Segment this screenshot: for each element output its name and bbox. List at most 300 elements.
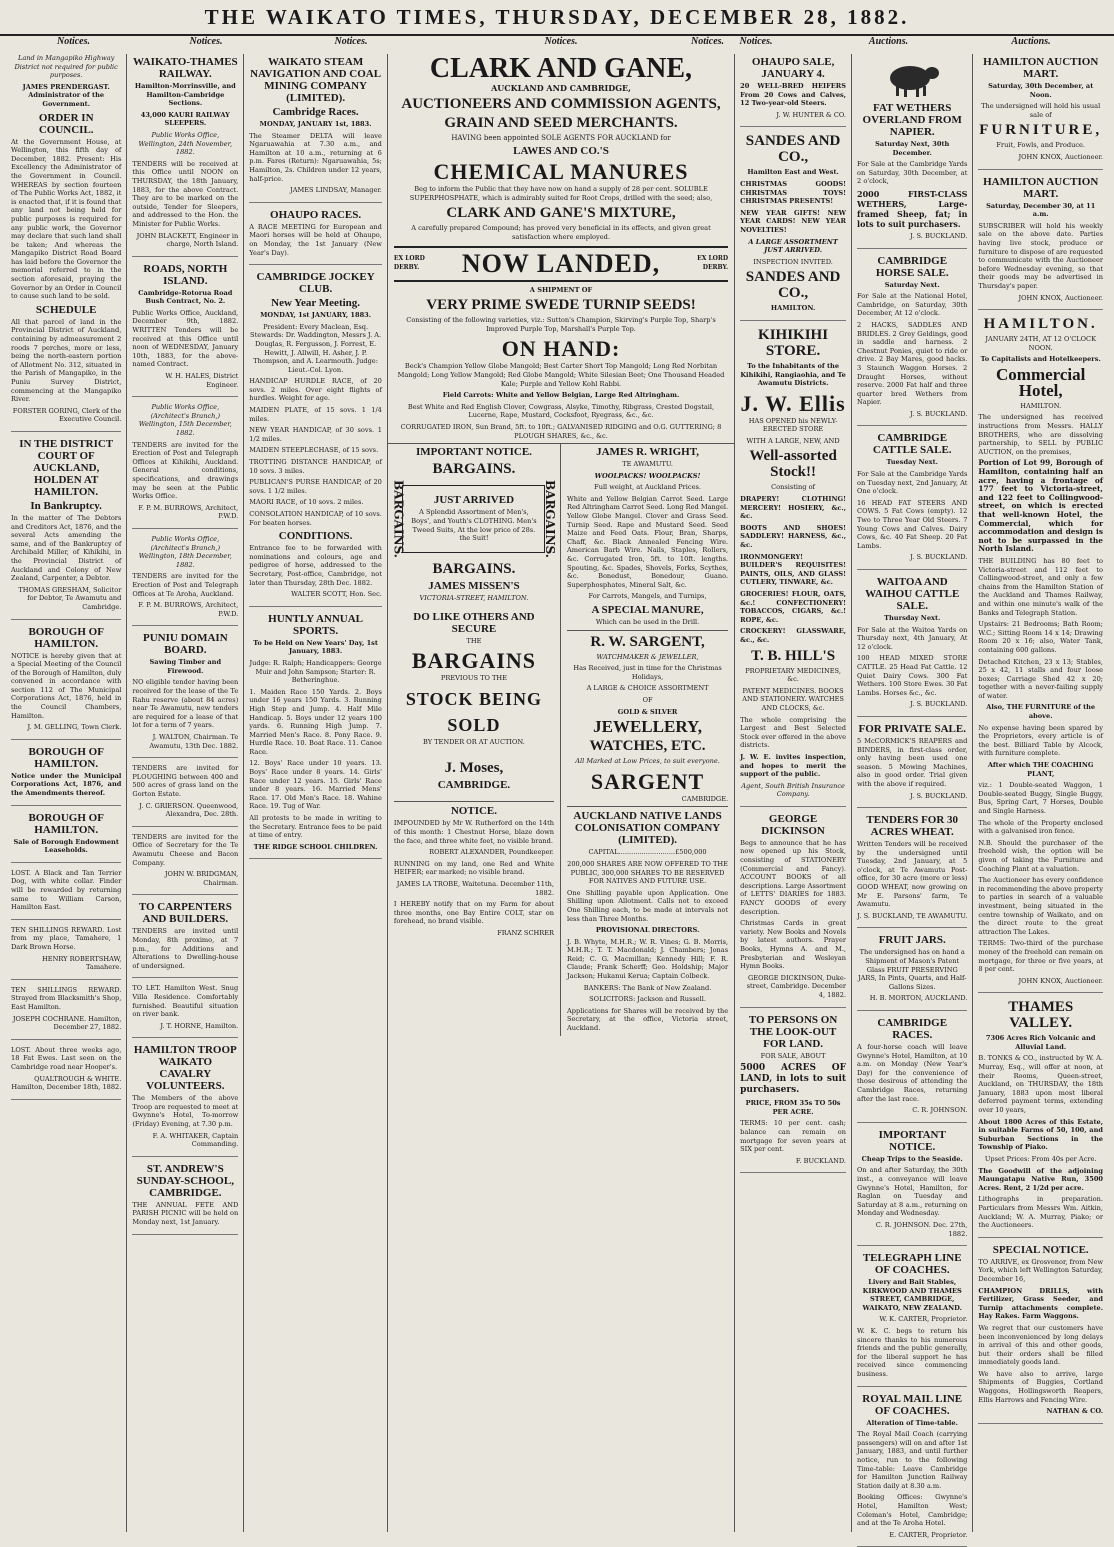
- ad-text: A LARGE & CHOICE ASSORTMENT: [586, 684, 709, 693]
- notice-block: [857, 934, 967, 1011]
- notice-text: HANDICAP HURDLE RACE, of 20 sovs. 2 miles. Over eight flights of hurdles. Weight for age.: [249, 377, 382, 403]
- column-8: [973, 54, 1108, 1532]
- notice-block: [857, 814, 967, 928]
- ad-heading: ROYAL MAIL LINE OF COACHES.: [862, 1392, 963, 1417]
- notice-text: TENDERS are invited for the Erection of Post and Telegraph Offices at Kihikihi, Auckland. General conditions, specifications, and drawings may be seen at the Public Works Office.: [132, 440, 239, 501]
- masthead-title: THE WAIKATO TIMES, THURSDAY, DECEMBER 28, 1882.: [204, 4, 910, 29]
- ad-heading: KIHIKIHI STORE.: [758, 326, 829, 359]
- notice-heading: BOROUGH OF HAMILTON.: [28, 811, 104, 836]
- notice-signature: J. S. BUCKLAND.: [910, 791, 968, 800]
- ad-text: CROCKERY! GLASSWARE, &c., &c.: [740, 627, 847, 644]
- ad-text: Beck's Champion Yellow Globe Mangold; Best Carter Short Top Mangold; Long Red Norbitan Mangold; Long Yellow Mangold; Red Globe Mangold; White Silesian Beet; One Thousand Headed Kale; Purple and Yellow Kohl Rabbi.: [397, 362, 725, 388]
- notice-text: TO LET. Hamilton West. Snug Villa Residence. Comfortably furnished. Beautiful situation on river bank.: [132, 984, 239, 1019]
- landed-banner: [394, 246, 728, 282]
- notice-block: [740, 133, 846, 321]
- notice-subheading: Cambridge-Rotorua Road Bush Contract, No. 2.: [138, 288, 233, 306]
- ad-text: HAMILTON.: [1020, 401, 1062, 410]
- ad-text: For Sale at the Waitoa Yards on Thursday next, 4th January, At 12 o'clock.: [857, 625, 968, 651]
- notice-block: [978, 176, 1103, 311]
- sheep-illustration: [880, 58, 944, 98]
- ad-heading: WATCHES, ETC.: [589, 738, 706, 755]
- ad-text: HAMILTON.: [770, 304, 816, 313]
- notice-text: Public Works Office, (Architect's Branch,) Wellington, 18th December, 1882.: [138, 534, 232, 569]
- ad-text: We regret that our customers have been inconvenienced by long delays in arrival of this and other goods, but their orders shall be filled immediately goods land.: [978, 1323, 1103, 1367]
- ad-heading: A SHIPMENT OF: [529, 285, 593, 294]
- ad-heading: DO LIKE OTHERS AND SECURE: [413, 610, 535, 635]
- ad-text: For Sale at the Cambridge Yards on Saturday, 30th December, at 2 o'clock,: [857, 160, 968, 186]
- ad-title: CLARK AND GANE,: [429, 53, 693, 84]
- notice-text: A RACE MEETING for European and Maori horses will be held at Ohaupo, on Monday, the 1st January (New Year's Day).: [249, 222, 382, 257]
- notice-block: [11, 986, 121, 1040]
- ad-text: To the Inhabitants of the Kihikihi, Rangiaohia, and Te Awamutu Districts.: [740, 361, 846, 388]
- notice-text: TROTTING DISTANCE HANDICAP, of 10 sovs. 3 miles.: [249, 458, 382, 475]
- col-heading: Auctions.: [868, 36, 909, 47]
- ad-text: TO ARRIVE, ex Grosvenor, from New York, which left Wellington Saturday, December 16,: [978, 1257, 1103, 1283]
- ad-text: Upstairs: 21 Bedrooms; Bath Room; W.C.; Sitting Room 14 x 14; Drawing Room 20 x 16; also, Water Tank, containing 600 gallons.: [978, 620, 1103, 654]
- ad-text: Begs to announce that he has now opened up his Stock, consisting of STATIONERY (Commercial and Fancy). ACCOUNT BOOKS of all descriptions. Large Assortment of LETTS' DIARIES for 1883. FANCY GOODS of every description.: [740, 838, 847, 916]
- ad-text: WATCHMAKER & JEWELLER,: [596, 652, 699, 661]
- notice-text: Judge: R. Ralph; Handicappers: George Muir and John Sampson; Starter: R. Betheringhue.: [249, 658, 382, 685]
- ad-heading: CHEMICAL MANURES: [433, 159, 689, 185]
- ad-text: The undersigned has received instructions from Messrs. HALLY BROTHERS, who are dissolving partnership, to SELL by PUBLIC AUCTION, on the premises,: [978, 413, 1103, 456]
- notice-heading: PUNIU DOMAIN BOARD.: [143, 632, 228, 657]
- ad-heading: CAMBRIDGE RACES.: [877, 1017, 948, 1041]
- ad-text: Saturday, December 30, at 11 a.m.: [986, 201, 1096, 219]
- ad-text: Hamilton East and West.: [747, 168, 839, 177]
- notice-signature: QUALTROUGH & WHITE. Hamilton, December 18th, 1882.: [11, 1074, 122, 1092]
- ad-heading: J. W. Ellis: [740, 390, 846, 416]
- notice-signature: JAMES LA TROBE, Waitetuna. December 11th, 1882.: [396, 880, 554, 897]
- notice-signature: JAMES LINDSAY, Manager.: [290, 186, 382, 195]
- notice-subheading: Cambridge Races.: [272, 106, 359, 118]
- notice-heading: ROADS, NORTH ISLAND.: [143, 262, 228, 287]
- notice-text: At the Government House, at Wellington, this fifth day of December, 1882. Present: His Excellency the Administrator of the Government in Council. WHEREAS by section fourteen of The Public Works Act, 1882, it is enacted that, if it is found that any land not being held for public purposes is required for any public work, the Governor may declare that such land shall be taken; And whereas the Mangapiko District Road Board has laid before the Governor the memorial referred to in the section aforesaid, praying the Governor by an Order in Council to cause such land to be sold.: [11, 137, 122, 301]
- notice-text: TENDERS are invited for the Office of Secretary for the Te Awamutu Cheese and Bacon Company.: [132, 832, 239, 867]
- notice-text: MONDAY, 1st JANUARY, 1883.: [260, 311, 372, 320]
- notice-text: TEN SHILLINGS REWARD. Strayed from Blacksmith's Shop, East Hamilton.: [11, 985, 122, 1011]
- ad-text: After which THE COACHING PLANT,: [987, 761, 1094, 778]
- ad-heading: HAMILTON AUCTION MART.: [983, 56, 1099, 80]
- ad-heading: JEWELLERY,: [593, 717, 702, 737]
- ad-heading: T. B. HILL'S: [751, 647, 836, 664]
- column-5: [561, 444, 734, 1036]
- columns: [6, 53, 1108, 1539]
- notice-block: [132, 263, 238, 398]
- ad-heading: CAMBRIDGE CATTLE SALE.: [872, 432, 952, 457]
- ad-heading: BARGAINS: [411, 648, 537, 674]
- ad-heading: FURNITURE,: [979, 122, 1103, 139]
- landed-heading: NOW LANDED,: [461, 248, 661, 278]
- notice-signature: FORSTER GORING, Clerk of the Executive Council.: [12, 406, 122, 424]
- notice-text: TENDERS are invited for the Erection of Post and Telegraph Offices at Te Aroha, Auckland.: [132, 572, 239, 598]
- notice-heading: HAMILTON TROOP WAIKATO CAVALRY VOLUNTEERS.: [133, 1044, 237, 1093]
- ad-text: JANUARY 24TH, AT 12 O'CLOCK NOON.: [985, 335, 1097, 352]
- ad-heading: OHAUPO SALE, JANUARY 4.: [751, 56, 835, 80]
- ad-text: Consisting of: [771, 483, 815, 492]
- arrived-panel: [402, 485, 545, 552]
- arrived-box: [391, 480, 557, 559]
- ad-text: For Sale at the Cambridge Yards on Tuesday next, 2nd January, At One o'clock.: [857, 470, 968, 496]
- notice-signature: JOHN KNOX, Auctioneer.: [1018, 293, 1103, 302]
- ad-text: A LARGE ASSORTMENT JUST ARRIVED.: [748, 237, 838, 255]
- ad-text: WOOLPACKS! WOOLPACKS!: [594, 471, 701, 480]
- notice-block: [857, 1017, 967, 1123]
- notice-block: [11, 438, 121, 620]
- ad-heading: AUCTIONEERS AND COMMISSION AGENTS,: [401, 95, 721, 112]
- col-heading: Auctions.: [1011, 36, 1051, 47]
- ad-heading: TELEGRAPH LINE OF COACHES.: [862, 1252, 962, 1277]
- col-heading: Notices.: [334, 36, 368, 47]
- ad-text: viz.: 1 Double-seated Waggon, 1 Double-seated Buggy, Single Buggy, Bus, Spring Cart, 7 Horses, Double and Single Harness.: [978, 781, 1103, 815]
- ad-text: Field Carrots: White and Yellow Belgian, Large Red Altringham.: [442, 391, 680, 400]
- ad-text: HAVING been appointed SOLE AGENTS FOR AUCKLAND for: [451, 133, 671, 142]
- notice-block: [857, 255, 967, 427]
- ad-heading: WAITOA AND WAIHOU CATTLE SALE.: [865, 576, 960, 612]
- notice-block: [11, 926, 121, 980]
- notice-subheading: New Year Meeting.: [271, 297, 361, 310]
- notice-block: [249, 613, 382, 860]
- ad-heading: STOCK BEING SOLD: [405, 688, 543, 735]
- masthead: [0, 0, 1114, 36]
- ad-text: Lithographs in preparation. Particulars from Messrs Wm. Aitkin, Auckland; W. A. Murray, Piako; or the Auctioneers.: [978, 1195, 1103, 1230]
- ad-heading: CAMBRIDGE.: [437, 779, 511, 792]
- notice-signature: J. S. BUCKLAND.: [910, 231, 968, 240]
- ad-text: CAPITAL...........................£500,000: [588, 848, 707, 857]
- ad-text: Portion of Lot 99, Borough of Hamilton, containing half an acre, having a frontage of 177 feet to Victoria-street, and 122 feet to Collingwood-street, on which is erected that well-known Hotel, the Commercial, which for accommodation and design is not to be surpassed in the North Island.: [978, 458, 1103, 554]
- notice-block: [132, 403, 238, 529]
- ad-text: BOOTS AND SHOES! SADDLERY! HARNESS, &c., &c.: [740, 523, 847, 550]
- notice-signature: J. S. BUCKLAND.: [910, 553, 968, 562]
- ad-heading: FOR PRIVATE SALE.: [858, 722, 966, 735]
- side-label: BARGAINS.: [543, 480, 557, 559]
- ad-text: TERMS: 10 per cent. cash; balance can remain on mortgage for seven years at SIX per cent.: [740, 1119, 847, 1154]
- notice-heading: BOROUGH OF HAMILTON.: [28, 745, 104, 770]
- ad-text: WITH A LARGE, NEW, AND: [746, 436, 840, 445]
- notice-block: [857, 723, 967, 808]
- ad-text: Beg to inform the Public that they have now on hand a supply of 28 per cent. SOLUBLE SUPERPHOSPHATE, which is admirably suited for Root Crops, drilled with the seed; also,: [409, 185, 713, 202]
- ad-heading: J. Moses,: [444, 760, 504, 777]
- ad-text: 5000 ACRES OF LAND, in lots to suit purchasers.: [740, 1063, 847, 1096]
- ex-label: EX LORD DERBY.: [393, 254, 425, 271]
- notice-block: [740, 327, 846, 807]
- ad-text: Also, THE FURNITURE of the above.: [986, 703, 1096, 721]
- notice-text: TENDERS will be received at this Office until NOON on THURSDAY, the 18th January, 1883, for the above Contract. They are to be marked on the outside, Tender for Sleepers, and addressed to the Hon. the Minister for Public Works.: [132, 159, 239, 228]
- notice-block: [978, 316, 1103, 993]
- notice-text: Public Works Office, (Architect's Branch,) Wellington, 15th December, 1882.: [138, 403, 232, 437]
- ad-heading: THAMES VALLEY.: [1008, 999, 1074, 1032]
- notice-text: PUBLICAN'S PURSE HANDICAP, of 20 sovs. 1 1/2 miles.: [249, 478, 382, 495]
- ad-text: White and Yellow Belgian Carrot Seed. Large Red Altringham Carrot Seed. Long Red Mangel. Yellow Globe Mangel. Clover and Grass Seed. Turnip Seed. Rape and Mustard Seed. Seed Maize and Feed Oats. Flour, Bran, Sharps, Chaff, &c. Black Annealed Fencing Wire. American Barb Wire. Nails, Staples, Rollers, &c. Corrugated Iron, 5ft. to 10ft. lengths. Spouting, &c. Spades, Shovels, Forks, Scythes, &c. Bonedust, Bonedour, Guano. Superphosphates, Mineral Salt, &c.: [567, 494, 729, 589]
- ad-text: For Sale at the National Hotel, Cambridge, on Saturday, 30th December, At 12 o'clock.: [857, 292, 968, 318]
- notice-signature: NATHAN & CO.: [1046, 1407, 1103, 1416]
- notice-subheading: 43,000 KAURI RAILWAY SLEEPERS.: [140, 110, 230, 128]
- notice-text: TEN SHILLINGS REWARD. Lost from my place, Tamahere, 1 Dark Brown Horse.: [11, 925, 122, 951]
- notice-text: MAIDEN PLATE, of 15 sovs. 1 1/4 miles.: [249, 406, 382, 423]
- ad-text: N.B. Should the purchaser of the freehold wish, the option will be given of taking the Furniture and Coaching Plant at a valuation.: [978, 838, 1103, 873]
- ad-text: 7306 Acres Rich Volcanic and Alluvial Land.: [985, 1034, 1096, 1051]
- notice-block: [740, 813, 846, 1008]
- notice-text: TENDERS are invited until Monday, 8th proximo, at 7 p.m., for Additions and Alterations to Dwelling-house of undersigned.: [132, 927, 239, 970]
- ad-text: Applications for Shares will be received by the Secretary, at the office, Victoria street, Auckland.: [567, 1006, 729, 1033]
- ad-text: CHRISTMAS GOODS! CHRISTMAS TOYS! CHRISTMAS PRESENTS!: [740, 179, 847, 206]
- column-7: [852, 54, 973, 1539]
- notice-signature: J. S. BUCKLAND, TE AWAMUTU.: [857, 911, 968, 920]
- ad-text: The whole comprising the Largest and Best Selected Stock ever offered in the above districts.: [740, 715, 847, 750]
- lower-split: [388, 443, 734, 1036]
- column-headings: Notices. Notices. Notices. Notices. Notices. Notices. Auctions. Auctions.: [6, 36, 1108, 52]
- notice-text: In the matter of The Debtors and Creditors Act, 1876, and the several Acts amending the same, and of the Bankruptcy of Archibald Miller, of Kihikihi, in the Provincial District of Auckland and Colony of New Zealand, Carpenter, a Debtor.: [11, 513, 122, 583]
- notice-block: [132, 833, 238, 896]
- ad-heading: SANDES AND CO.,: [745, 269, 841, 302]
- ad-text: Fruit, Fowls, and Produce.: [996, 141, 1086, 150]
- ad-text: CORRUGATED IRON, Sun Brand, 5ft. to 10ft.; GALVANISED RIDGING and O.G. GUTTERING; 8 PLOUGH SHARES, &c., &c.: [400, 422, 722, 440]
- ad-text: Written Tenders will be received by the undersigned until Tuesday, 2nd January, at 5 o'clock, at Te Awamutu Post-office, for 30 acre (more or less) GOOD WHEAT, now growing on Mr E. Parsons' farm, Te Awamutu.: [857, 840, 968, 909]
- ad-text: 20 WELL-BRED HEIFERS From 20 Cows and Calves, 12 Two-year-old Steers.: [740, 82, 847, 108]
- notice-signature: J. S. BUCKLAND.: [910, 409, 968, 418]
- notice-subheading: Sawing Timber and Firewood.: [149, 658, 222, 675]
- ad-text: VICTORIA-STREET, HAMILTON.: [419, 594, 529, 603]
- ad-text: 100 HEAD MIXED STORE CATTLE. 25 Head Fat Cattle. 12 Quiet Dairy Cows. 300 Fat Wethers. 100 Store Ewes. 30 Fat Lambs. Horses &c., &c.: [857, 654, 968, 697]
- notice-block: [132, 1163, 238, 1235]
- notice-block: [132, 764, 238, 827]
- notice-block: [978, 1244, 1103, 1424]
- notice-text: 1. Maiden Race 150 Yards. 2. Boys under 16 years 150 Yards. 3. Running High Step and Jump. 4. Half Mile Handicap. 5. Boys under 12 years 100 yards. 6. Running High Jump. 7. Married Men's Race. 8. Pony Race. 9. Hurdle Race. 10. Boat Race. 11. Canoe Race.: [249, 687, 382, 756]
- notice-signature: W. H. HALES, District Engineer.: [165, 372, 239, 389]
- notice-text: Public Works Office, Wellington, 24th November, 1882.: [138, 130, 233, 157]
- ad-text: Saturday Next.: [884, 280, 940, 289]
- notice-block: [857, 1252, 967, 1387]
- notice-text: Entrance fee to be forwarded with nominations and colours, age and pedigree of horse, addressed to the Secretary, Post-office, Cambridge, not later than Thursday, 28th Dec. 1882.: [249, 544, 382, 587]
- ad-text: Upset Prices: From 40s per Acre.: [984, 1155, 1097, 1163]
- ad-text: Full weight, at Auckland Prices.: [594, 483, 701, 492]
- notice-block: [249, 271, 382, 607]
- notice-signature: JOHN KNOX, Auctioneer.: [1018, 152, 1103, 161]
- ad-text: One Shilling payable upon Application. One Shilling upon Allotment. Calls not to exceed One Shilling each, to be made at intervals not less than Three Months.: [567, 888, 729, 923]
- notice-text: All that parcel of land in the Provincial District of Auckland, containing by admeasurement 2 roods 7 perches, more or less, being the north-eastern portion of Allotment No. 312, situated in the Parish of Mangapiko, in the Puniu Survey District, commencing at the Mangapiko River.: [11, 317, 122, 404]
- ad-text: A Splendid Assortment of Men's, Boys', and Youth's CLOTHING. Men's Tweed Suits, At the low price of 28s. the Suit!: [411, 508, 537, 543]
- ad-text: The Royal Mail Coach (carrying passengers) will on and after 1st January, 1883, and until further notice, run to the following Time-table: Leave Cambridge for Hamilton Junction Railway Station daily at 8.30 a.m.: [857, 1430, 968, 1490]
- notice-signature: J. T. HORNE, Hamilton.: [160, 1021, 239, 1030]
- ad-text: GOLD & SILVER: [617, 707, 678, 716]
- notice-heading: WAIKATO-THAMES RAILWAY.: [132, 56, 238, 80]
- notice-heading: BOROUGH OF HAMILTON.: [28, 625, 104, 650]
- ad-text: J. B. Whyte, M.H.R.; W. R. Vines; G. B. Morris, M.H.R.; T. T. Macdonald; J. Chambers; Jonas Reid; C. G. Macmillan; Kennedy Hill; F. R. Claude; Frank Scherff; Geo. Holdship; Major Jackson; Hukanui Kerua; Captain Colbeck.: [567, 937, 729, 981]
- ad-text: Alteration of Time-table.: [866, 1418, 958, 1427]
- notice-block: [132, 984, 238, 1038]
- ad-heading: GEORGE DICKINSON: [761, 812, 825, 837]
- ad-heading: IMPORTANT NOTICE.: [415, 446, 532, 459]
- ad-text: PROVISIONAL DIRECTORS.: [595, 926, 700, 935]
- ad-heading: Well-assorted Stock!!: [749, 448, 837, 481]
- ad-text: PATENT MEDICINES. BOOKS AND STATIONERY. WATCHES AND CLOCKS, &c.: [742, 686, 844, 712]
- notice-block: [857, 58, 967, 249]
- notice-block: [132, 56, 238, 257]
- notice-text: TENDERS are invited for PLOUGHING between 400 and 500 acres of grass land on the Gorton Estate.: [132, 764, 239, 798]
- ad-heading: ON HAND:: [501, 336, 621, 362]
- column-3: [244, 54, 388, 1532]
- ad-heading: SARGENT: [590, 768, 705, 794]
- notice-subheading: Hamilton-Morrinsville, and Hamilton-Cambridge Sections.: [134, 82, 236, 108]
- notice-signature: JOSEPH COCHRANE. Hamilton, December 27, 1882.: [12, 1014, 122, 1032]
- notice-signature: F. P. M. BURROWS, Architect, P.W.D.: [138, 601, 239, 618]
- ad-heading: LAWES AND CO.'S: [513, 145, 609, 158]
- ad-text: SOLICITORS: Jackson and Russell.: [589, 995, 706, 1004]
- ad-text: Christmas Cards in great variety. New Books and Novels by latest authors. Prayer Books, Hymns A. and M., Presbyterian and Wesleyan Hymn Books.: [740, 919, 847, 971]
- notice-block: [740, 56, 846, 127]
- ad-text: HAS OPENED his NEWLY-ERECTED STORE: [748, 416, 838, 434]
- ad-text: Thursday Next.: [884, 614, 941, 622]
- ad-text: The whole of the Property enclosed with a galvanised iron fence.: [978, 818, 1103, 836]
- ad-heading: JUST ARRIVED: [433, 494, 515, 507]
- notice-block: [857, 1129, 967, 1246]
- notice-subheading: To be Held on New Years' Day, 1st January, 1883.: [253, 638, 378, 656]
- ad-text: Detached Kitchen, 23 x 13; Stables, 25 x 42, 11 stalls and four loose boxes; Carriage Shed 42 x 20; together with a never-failing supply of water.: [978, 657, 1103, 700]
- ad-text: The Auctioneer has every confidence in recommending the above property to parties in search of a valuable investment, being situated in the centre township of Waikato, and on the direct route to the great attraction The Lakes.: [978, 876, 1103, 936]
- notice-signature: THOMAS GRESHAM, Solicitor for Debtor, Te Awamutu and Cambridge.: [18, 585, 122, 611]
- notice-text: Public Works Office, Auckland, December 9th, 1882. WRITTEN Tenders will be received at this Office until noon of WEDNESDAY, January 10th, 1883, for the above-named Contract.: [132, 308, 239, 369]
- ad-heading: FRUIT JARS.: [878, 934, 946, 947]
- side-label: BARGAINS.: [391, 480, 406, 559]
- notice-signature: J. C. GRIERSON. Queenwood, Alexandra, Dec. 28th.: [139, 801, 239, 819]
- ad-text: CAMBRIDGE.: [681, 794, 729, 803]
- ad-heading: JAMES R. WRIGHT,: [596, 446, 699, 459]
- notice-text: The Steamer DELTA will leave Ngaruawahia at 7.30 a.m., and Hamilton at 10 a.m., returning at 6 p.m. Fares (Return): Ngaruawahia, 5s; Hamilton, 2s. Children under 12 years, half-price.: [249, 131, 382, 183]
- ad-text: PRICE, FROM 35s TO 50s PER ACRE.: [745, 1099, 841, 1116]
- ad-text: Tuesday Next.: [886, 458, 938, 467]
- notice-heading: TO CARPENTERS AND BUILDERS.: [138, 901, 232, 926]
- ad-text: 200,000 SHARES ARE NOW OFFERED TO THE PUBLIC, 300,000 SHARES TO BE RESERVED FOR NATIVES AND FUTURE USE.: [567, 859, 728, 886]
- ad-text: THE BUILDING has 80 feet to Victoria-street and 112 feet to Collingwood-street, and only a few chains from the Hamilton Station of the Auckland and Thames Railway, and within one minute's walk of the Banks and Telegraph Station.: [978, 556, 1103, 617]
- clark-gane-ad: [388, 54, 734, 440]
- notice-block: [132, 901, 238, 978]
- ad-text: Consisting of the following varieties, viz.: Sutton's Champion, Skirving's Purple Top, Sharp's Improved Purple Top, Marshall's Purple Top.: [406, 316, 716, 333]
- ad-text: 16 HEAD FAT STEERS AND COWS. 5 Fat Cows (empty). 12 Two to Three Year Old Steers. 7 Young Cows and Calves. Dairy Cows, &c. 40 Fat Sheep. 20 Fat Lambs.: [857, 498, 968, 550]
- notice-signature: H. B. MORTON, AUCKLAND.: [869, 994, 968, 1003]
- ad-text: Cheap Trips to the Seaside.: [861, 1154, 963, 1163]
- ad-text: No expense having been spared by the Proprietors, every article is of the best. Billiard Table by Alcock, with furniture complete.: [978, 723, 1103, 758]
- notice-heading: NOTICE.: [394, 801, 554, 817]
- notice-text: RUNNING on my land, one Red and White HEIFER; ear marked; no visible brand.: [393, 859, 554, 877]
- ad-text: For Carrots, Mangels, and Turnips,: [588, 592, 707, 601]
- notice-signature: WALTER SCOTT, Hon. Sec.: [291, 590, 382, 599]
- ad-text: 5 McCORMICK'S REAPERS and BINDERS, in first-class order, only having been used one season. 5 Mowing Machines, also in good order. Trial given with the above if required.: [857, 736, 968, 788]
- notice-text: MAORI RACE, of 10 sovs. 2 miles.: [249, 498, 364, 507]
- ad-text: Has Received, just in time for the Christmas Holidays,: [573, 664, 722, 681]
- notice-text: THE ANNUAL FETE AND PARISH PICNIC will be held on Monday next, 1st January.: [132, 1200, 239, 1227]
- ad-text: TERMS: Two-third of the purchase money of the freehold can remain on mortgage, for three or five years, at 8 per cent.: [978, 939, 1103, 974]
- ad-text: Saturday Next, 30th December.: [875, 140, 950, 157]
- ad-text: 2 HACKS, SADDLES AND BRIDLES. 2 Grey Geldings, good in saddle and harness. 2 Chestnut Ponies, quiet to ride or drive. 2 Bay Mares, good hacks. 3 Staunch Waggon Horses. 2 Draught Horses, without reserve. 2000 Fat half and three quarter bred Wethers from Napier.: [857, 320, 968, 407]
- notice-signature: J. W. HUNTER & CO.: [776, 110, 847, 119]
- ad-text: B. TONKS & CO., instructed by W. A. Murray, Esq., will offer at noon, at their Rooms, Queen-street, Auckland, on THURSDAY, the 18th January, 1883 upon most liberal deferred payment terms, extending over 10 years,: [978, 1054, 1103, 1115]
- ad-text: J. W. E. invites inspection, and hopes to merit the support of the public.: [740, 752, 847, 779]
- notice-text: IMPOUNDED by Mr W. Rutherford on the 14th of this month: 1 Chestnut Horse, blaze down the face, and three white feet, no visible brand.: [393, 819, 554, 845]
- ad-text: CHAMPION DRILLS, with Fertilizer, Grass Seeder, and Turnip attachments complete. Hay Rakes. Farm Waggons.: [978, 1286, 1103, 1321]
- col-heading: Notices.: [56, 36, 91, 47]
- ad-text: 2000 FIRST-CLASS WETHERS, Large-framed Sheep, fat; in lots to suit purchasers.: [857, 188, 968, 229]
- notice-text: NOTICE is hereby given that at a Special Meeting of the Council of the Borough of Hamilton, duly convened in accordance with section 112 of The Municipal Corporations Act, 1876, held in the Council Chambers, Hamilton.: [11, 651, 122, 720]
- ad-heading: FAT WETHERS OVERLAND FROM NAPIER.: [862, 102, 962, 138]
- notice-signature: FRANZ SCHRER: [497, 928, 554, 937]
- ad-text: DRAPERY! CLOTHING! MERCERY! HOSIERY, &c., &c.: [740, 495, 847, 521]
- notice-heading: WAIKATO STEAM NAVIGATION AND COAL MINING COMPANY (LIMITED).: [250, 56, 382, 104]
- notice-heading: IN THE DISTRICT COURT OF AUCKLAND, HOLDEN AT HAMILTON.: [19, 437, 114, 498]
- col-heading: Notices.: [739, 36, 773, 47]
- notice-block: [740, 1014, 846, 1174]
- ad-heading: TO PERSONS ON THE LOOK-OUT FOR LAND.: [748, 1013, 838, 1050]
- notice-text: The Members of the above Troop are requested to meet at Gwynne's Hotel, To-morrow (Friday) Evening, at 7.30 p.m.: [132, 1094, 239, 1129]
- column-6: [735, 54, 852, 1532]
- notice-block: [11, 54, 121, 432]
- notice-signature: JOHN BLACKETT, Engineer in charge, North Island.: [136, 231, 239, 249]
- notice-signature: F. A. WHITAKER, Captain Commanding.: [152, 1131, 239, 1149]
- notice-signature: JOHN W. BRIDGMAN, Chairman.: [164, 870, 239, 887]
- notice-text: THE RIDGE SCHOOL CHILDREN.: [253, 842, 378, 851]
- ad-heading: BARGAINS.: [432, 561, 516, 578]
- notice-text: LOST. A Black and Tan Terrier Dog, with white collar. Finder will be rewarded by returning same to William Carson, Hamilton East.: [11, 868, 122, 912]
- notice-text: President: Every Maclean, Esq. Stewards: Dr. Waddington, Messrs J. A. Douglas, R. Fergusson, J. Forrest, E. Hewitt, J. Allwill, H. Asher, J. P. Thompson, and A. Learmouth. Judge: Lieut.-Col. Lyon.: [250, 322, 382, 374]
- notice-block: [11, 812, 121, 863]
- notice-signature: F. P. M. BURROWS, Architect, P.W.D.: [138, 503, 239, 521]
- notice-signature: C. R. JOHNSON. Dec. 27th, 1882.: [875, 1220, 968, 1238]
- notice-block: [132, 632, 238, 758]
- notice-text: CONSOLATION HANDICAP, of 10 sovs. For beaten horses.: [249, 510, 382, 527]
- ad-heading: SANDES AND CO.,: [745, 133, 841, 166]
- ad-text: The undersigned has on hand a Shipment of Mason's Patent Glass FRUIT PRESERVING JARS, In Pints, Quarts, and Half-Gallons Sizes.: [857, 948, 967, 991]
- notice-heading: CAMBRIDGE JOCKEY CLUB.: [256, 271, 375, 296]
- ad-text: IRONMONGERY! BUILDER'S REQUISITES! PAINTS, OILS, AND GLASS! CUTLERY, TINWARE, &c.: [740, 552, 847, 587]
- notice-block: [11, 746, 121, 806]
- notice-block: [132, 1044, 238, 1157]
- ad-text: Livery and Bait Stables, KIRKWOOD AND THAMES STREET, CAMBRIDGE, WAIKATO, NEW ZEALAND.: [862, 1278, 962, 1312]
- notice-block: [978, 999, 1103, 1237]
- ex-label: EX LORD DERBY.: [697, 254, 729, 271]
- ad-heading: SPECIAL NOTICE.: [992, 1243, 1089, 1256]
- ad-heading: VERY PRIME SWEDE TURNIP SEEDS!: [426, 297, 696, 314]
- ad-text: We have also to arrive, large Shipments of Buggies, Cortland Waggons, Hollingsworth Reapers, Ellis Harrows and Fencing Wire.: [978, 1369, 1103, 1404]
- ad-text: PREVIOUS TO THE: [440, 674, 507, 683]
- ad-text: Booking Offices: Gwynne's Hotel, Hamilton West; Coleman's Hotel, Cambridge; and at the Te Aroha Hotel.: [857, 1493, 968, 1528]
- notice-signature: HENRY ROBERTSHAW, Tamahere.: [42, 954, 122, 972]
- ad-heading: IMPORTANT NOTICE.: [878, 1128, 946, 1153]
- ad-heading: Commercial Hotel,: [996, 364, 1086, 400]
- ad-text: SUBSCRIBER will hold his weekly sale on the above date. Parties having live stock, produce or furniture to dispose of are requested to communicate with the Auctioneer before Wednesday evening, so that their goods may be advertised in Thursday's paper.: [978, 221, 1103, 290]
- notice-signature: J. WALTON, Chairman. Te Awamutu, 13th Dec. 1882.: [149, 733, 239, 750]
- ad-text: INSPECTION INVITED.: [753, 257, 833, 266]
- notice-signature: J. S. BUCKLAND.: [910, 700, 968, 709]
- column-2: [127, 54, 244, 1532]
- ad-text: The undersigned will hold his usual sale of: [981, 102, 1101, 119]
- ad-text: On and after Saturday, the 30th inst., a conveyance will leave Gwynne's Hotel, Hamilton, for Raglan on Tuesday and Saturday at 8 a.m., returning on Monday and Wednesday.: [857, 1166, 968, 1218]
- notice-text: I HEREBY notify that on my Farm for about three months, one Bay Entire COLT, star on forehead, no brand visible.: [393, 900, 554, 926]
- ad-text: To Capitalists and Hotelkeepers.: [980, 355, 1101, 364]
- notice-subheading: CONDITIONS.: [278, 530, 353, 543]
- ad-text: All Marked at Low Prices, to suit everyone.: [575, 757, 720, 766]
- ad-text: PROPRIETARY MEDICINES, &c.: [745, 666, 841, 684]
- notice-signature: E. CARTER, Proprietor.: [889, 1530, 968, 1539]
- ad-text: Saturday, 30th December, at Noon.: [988, 82, 1094, 99]
- notice-block: [857, 1393, 967, 1547]
- col-heading: Notices.: [544, 36, 578, 47]
- ad-subtitle: AUCKLAND AND CAMBRIDGE,: [491, 83, 631, 93]
- notice-block: [11, 869, 121, 920]
- column-4: [388, 444, 561, 1036]
- ad-heading: R. W. SARGENT,: [567, 630, 728, 650]
- notice-text: MONDAY, JANUARY 1st, 1883.: [259, 120, 372, 128]
- notice-signature: F. BUCKLAND.: [795, 1156, 847, 1165]
- ad-text: FOR SALE, ABOUT: [760, 1051, 826, 1060]
- notice-heading: SCHEDULE: [35, 303, 97, 316]
